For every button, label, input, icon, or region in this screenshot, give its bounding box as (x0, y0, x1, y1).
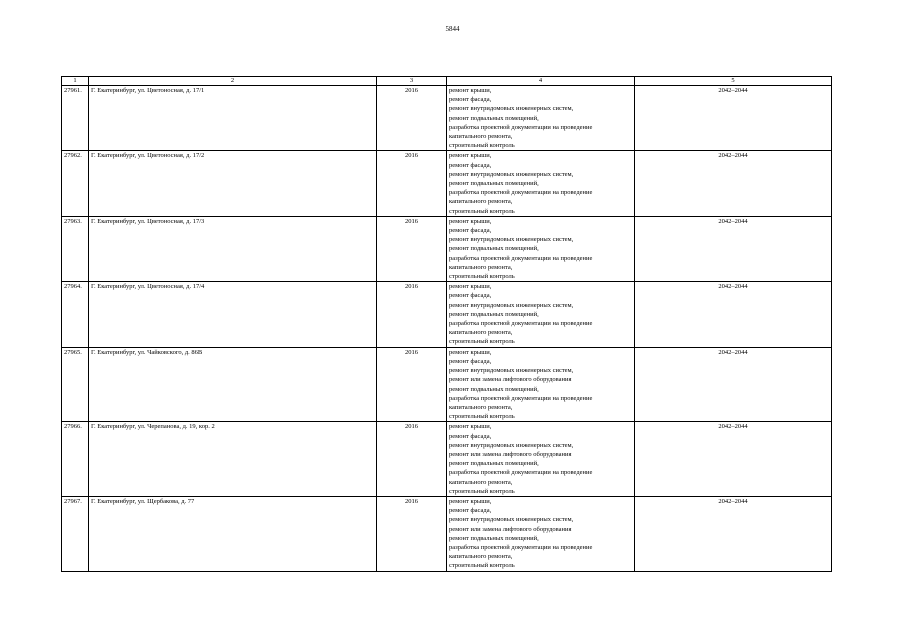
table-row (62, 422, 832, 497)
period-cell: 2042–2044 (635, 347, 832, 422)
table-row (62, 216, 832, 281)
address-cell: Г. Екатеринбург, ул. Цветоносная, д. 17/1 (89, 86, 377, 151)
work-item: строительный контроль (449, 338, 515, 346)
work-item: ремонт подвальных помещений, (449, 534, 539, 542)
column-header-3: 3 (377, 77, 447, 86)
column-header-5: 5 (635, 77, 832, 86)
work-item: ремонт крыши, (449, 152, 492, 160)
work-item: ремонт фасада, (449, 357, 492, 365)
work-item: капитального ремонта, (449, 478, 513, 486)
work-item: разработка проектной документации на проведение (449, 394, 593, 402)
works-cell (447, 496, 635, 571)
work-item: ремонт внутридомовых инженерных систем, (449, 105, 574, 113)
work-item: капитального ремонта, (449, 263, 513, 271)
year-cell: 2016 (377, 496, 447, 571)
work-item: ремонт подвальных помещений, (449, 180, 539, 188)
work-item: ремонт крыши, (449, 283, 492, 291)
works-cell (447, 347, 635, 422)
work-item: ремонт подвальных помещений, (449, 460, 539, 468)
address-cell: Г. Екатеринбург, ул. Цветоносная, д. 17/2 (89, 151, 377, 216)
works-cell (447, 151, 635, 216)
work-item: строительный контроль (449, 273, 515, 281)
works-cell (447, 216, 635, 281)
work-item: ремонт крыши, (449, 348, 492, 356)
row-number-cell: 27965. (62, 347, 89, 422)
work-item: ремонт внутридомовых инженерных систем, (449, 516, 574, 524)
work-item: ремонт подвальных помещений, (449, 310, 539, 318)
column-header-2: 2 (89, 77, 377, 86)
work-item: строительный контроль (449, 413, 515, 421)
work-item: ремонт подвальных помещений, (449, 245, 539, 253)
work-item: строительный контроль (449, 142, 515, 150)
work-item: капитального ремонта, (449, 553, 513, 561)
period-cell: 2042–2044 (635, 422, 832, 497)
table-row (62, 282, 832, 347)
period-cell: 2042–2044 (635, 151, 832, 216)
period-cell: 2042–2044 (635, 496, 832, 571)
address-cell: Г. Екатеринбург, ул. Черепанова, д. 19, кор. 2 (89, 422, 377, 497)
table-row (62, 86, 832, 151)
work-item: разработка проектной документации на проведение (449, 189, 593, 197)
work-item: ремонт фасада, (449, 507, 492, 515)
address-cell: Г. Екатеринбург, ул. Цветоносная, д. 17/4 (89, 282, 377, 347)
work-item: ремонт крыши, (449, 87, 492, 94)
column-header-4: 4 (447, 77, 635, 86)
year-cell: 2016 (377, 216, 447, 281)
row-number-cell: 27963. (62, 216, 89, 281)
address-cell: Г. Екатеринбург, ул. Цветоносная, д. 17/3 (89, 216, 377, 281)
work-item: ремонт внутридомовых инженерных систем, (449, 170, 574, 178)
work-item: строительный контроль (449, 207, 515, 215)
row-number-cell: 27966. (62, 422, 89, 497)
period-cell: 2042–2044 (635, 216, 832, 281)
year-cell: 2016 (377, 422, 447, 497)
repair-schedule-table (61, 76, 832, 572)
work-item: ремонт крыши, (449, 217, 492, 225)
work-item: ремонт фасада, (449, 227, 492, 235)
works-cell (447, 282, 635, 347)
work-item: капитального ремонта, (449, 198, 513, 206)
work-item: разработка проектной документации на проведение (449, 123, 593, 131)
work-item: ремонт крыши, (449, 497, 492, 505)
work-item: ремонт внутридомовых инженерных систем, (449, 301, 574, 309)
work-item: ремонт или замена лифтового оборудования (449, 450, 572, 458)
work-item: ремонт внутридомовых инженерных систем, (449, 441, 574, 449)
period-cell: 2042–2044 (635, 282, 832, 347)
work-item: ремонт фасада, (449, 161, 492, 169)
year-cell: 2016 (377, 347, 447, 422)
work-item: капитального ремонта, (449, 133, 513, 141)
year-cell: 2016 (377, 86, 447, 151)
work-item: ремонт внутридомовых инженерных систем, (449, 367, 574, 375)
work-item: разработка проектной документации на проведение (449, 469, 593, 477)
address-cell: Г. Екатеринбург, ул. Чайковского, д. 86В (89, 347, 377, 422)
works-cell (447, 422, 635, 497)
work-item: ремонт фасада, (449, 432, 492, 440)
work-item: строительный контроль (449, 487, 515, 495)
address-cell: Г. Екатеринбург, ул. Щербакова, д. 77 (89, 496, 377, 571)
row-number-cell: 27967. (62, 496, 89, 571)
work-item: разработка проектной документации на проведение (449, 543, 593, 551)
work-item: капитального ремонта, (449, 403, 513, 411)
work-item: разработка проектной документации на проведение (449, 254, 593, 262)
work-item: капитального ремонта, (449, 329, 513, 337)
works-cell (447, 86, 635, 151)
period-cell: 2042–2044 (635, 86, 832, 151)
work-item: ремонт фасада, (449, 96, 492, 104)
row-number-cell: 27961. (62, 86, 89, 151)
work-item: ремонт крыши, (449, 423, 492, 431)
work-item: ремонт внутридомовых инженерных систем, (449, 236, 574, 244)
column-header-1: 1 (62, 77, 89, 86)
work-item: ремонт фасада, (449, 292, 492, 300)
column-number-row (62, 77, 832, 86)
work-item: ремонт подвальных помещений, (449, 114, 539, 122)
year-cell: 2016 (377, 282, 447, 347)
row-number-cell: 27964. (62, 282, 89, 347)
table-row (62, 151, 832, 216)
work-item: разработка проектной документации на проведение (449, 320, 593, 328)
year-cell: 2016 (377, 151, 447, 216)
work-item: строительный контроль (449, 562, 515, 570)
work-item: ремонт подвальных помещений, (449, 385, 539, 393)
work-item: ремонт или замена лифтового оборудования (449, 376, 572, 384)
table-row (62, 347, 832, 422)
work-item: ремонт или замена лифтового оборудования (449, 525, 572, 533)
table-row (62, 496, 832, 571)
page-number: 5844 (445, 25, 460, 33)
row-number-cell: 27962. (62, 151, 89, 216)
